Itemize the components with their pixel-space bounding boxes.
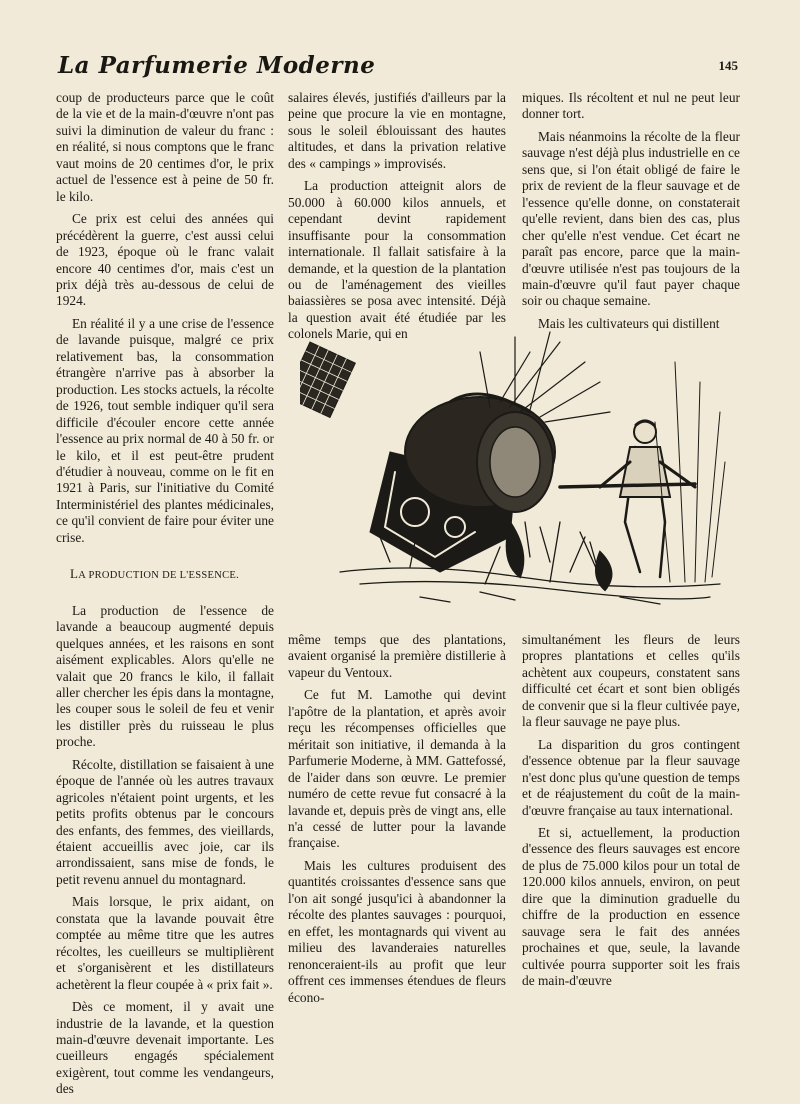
paragraph: La disparition du gros contingent d'essence obtenue par la fleur sauvage n'est donc plus qu'une question de temps et de réajustement du coût de la main-d'œuvre française au taux international.: [522, 736, 740, 818]
distillation-still-engraving: [300, 322, 732, 622]
paragraph: La production atteignit alors de 50.000 à 60.000 kilos annuels, et cependant devint rapidement insuffisante pour la consommation internationale. Il fallait satisfaire à la demande, et la question de la plantation ou de l'aménagement des vieilles baiassières se posa avec intensité. Déjà la question avait été étudiée par les colonels Marie, qui en: [288, 178, 506, 342]
paragraph: même temps que des plantations, avaient organisé la première distillerie à vapeur du Ventoux.: [288, 632, 506, 680]
paragraph: Mais néanmoins la récolte de la fleur sauvage n'est déjà plus industrielle en ce sens que, si l'on était obligé de faire le prix de revient de la fleur sauvage et de l'essence qu'elle donne, on constaterait qu'elle revient, dans bien des cas, plus cher qu'elle n'est vendue. Cet écart ne paraît pas encore, parce que la main-d'œuvre utilisée n'est pas toujours de la main-d'œuvre qu'il faut payer chaque soir ou chaque semaine.: [522, 128, 740, 309]
paragraph: Dès ce moment, il y avait une industrie de la lavande, et la question main-d'œuvre devenait importante. Les cueilleurs engagés spécialement exigèrent, tout comme les vendangeurs, des: [56, 999, 274, 1097]
text-column-2-bottom: [288, 632, 506, 1012]
paragraph: simultanément les fleurs de leurs propres plantations et celles qu'ils achètent aux coupeurs, constatent sans difficulté cet écart et sont bien obligés de convenir que si la fleur cultivée paye, la fleur sauvage ne paye plus.: [522, 632, 740, 730]
paragraph: Mais les cultures produisent des quantités croissantes d'essence sans que l'on ait songé jusqu'ici à abandonner la récolte des plantes sauvages : pourquoi, en effet, les montagnards qui vivent au milieu des lavanderaies naturelles renonceraient-ils au profit que leur offrent ces immenses étendues de fleurs écono-: [288, 857, 506, 1005]
section-heading-smallcaps: A PRODUCTION DE L'ESSENCE.: [78, 570, 240, 582]
paragraph: Mais les cultivateurs qui distillent: [538, 315, 720, 331]
paragraph: Ce prix est celui des années qui précédèrent la guerre, c'est aussi celui de 1923, époque où le franc valait encore 40 centimes d'or, mais c'est un prix déjà très au-dessous de celui de 1924.: [56, 211, 274, 309]
page-number: 145: [718, 58, 738, 73]
text-column-1: [56, 90, 274, 1104]
paragraph: salaires élevés, justifiés d'ailleurs par la peine que procure la vie en montagne, sous le soleil éblouissant des hautes altitudes, et dans la privation relative des « campings » improvisés.: [288, 90, 506, 171]
paragraph: miques. Ils récoltent et nul ne peut leur donner tort.: [522, 90, 740, 122]
paragraph: Récolte, distillation se faisaient à une époque de l'année où les autres travaux agricoles n'étaient point urgents, et les petits profits obtenus par le concours des enfants, des femmes, des vieillards, étaient accueillis avec joie, car ils arrondissaient, sans mise de fonds, le petit revenu annuel du montagnard.: [56, 756, 274, 887]
section-heading: [70, 566, 274, 584]
paragraph: Mais lorsque, le prix aidant, on constata que la lavande pouvait être comptée au même titre que les autres récoltes, les cueilleurs se multiplièrent et s'organisèrent et les distillateurs achetèrent la fleur coupée à « prix fait ».: [56, 894, 274, 992]
paragraph: La production de l'essence de lavande a beaucoup augmenté depuis quelques années, et les raisons en sont aisément explicables. Alors qu'elle ne valait que 20 francs le kilo, il fallait aller chercher les épis dans la montagne, les couper sous le soleil de feu et venir les distiller près du ruisseau le plus proche.: [56, 602, 274, 750]
text-column-3-top: [522, 90, 740, 338]
text-column-2-top: [288, 90, 506, 349]
masthead-title: La Parfumerie Moderne: [58, 52, 376, 79]
text-column-3-bottom: [522, 632, 740, 996]
section-heading-initial: L: [70, 566, 79, 582]
paragraph: coup de producteurs parce que le coût de la vie et de la main-d'œuvre n'ont pas suivi la diminution de valeur du franc : en réalité, si nous comptons que le franc vaut moins de 20 centimes d'or, le prix actuel de l'essence est à peine de 50 fr. le kilo.: [56, 90, 274, 204]
paragraph: En réalité il y a une crise de l'essence de lavande puisque, malgré ce prix relativement bas, la consommation étrangère n'arrive pas à absorber la production. Les stocks actuels, la récolte de 1926, tout semble indiquer qu'il sera difficile d'écouler encore cette année l'essence au prix normal de 40 à 50 fr. or le kilo, et il est peut-être prudent d'étudier à nouveau, comme on le fit en 1921 à Paris, sur l'initiative du Comité Interministériel des plantes médicinales, ce qu'il convient de faire pour éviter une crise.: [56, 315, 274, 545]
paragraph: Ce fut M. Lamothe qui devint l'apôtre de la plantation, et après avoir reçu les récompenses officielles que méritait son initiative, il demanda à la Parfumerie Moderne, à MM. Gattefossé, de l'aider dans son œuvre. Le premier numéro de cette revue fut consacré à la lavande et, depuis près de vingt ans, elle n'a cessé de lutter pour la lavande française.: [288, 687, 506, 851]
paragraph: Et si, actuellement, la production d'essence des fleurs sauvages est encore de plus de 75.000 kilos pour un total de 120.000 kilos annuels, environ, on peut dire que la diminution graduelle du chiffre de la production en essence sauvage sera le fait des années prochaines et que, seule, la lavande cultivée pourra supporter soit les frais de main-d'œuvre: [522, 824, 740, 989]
